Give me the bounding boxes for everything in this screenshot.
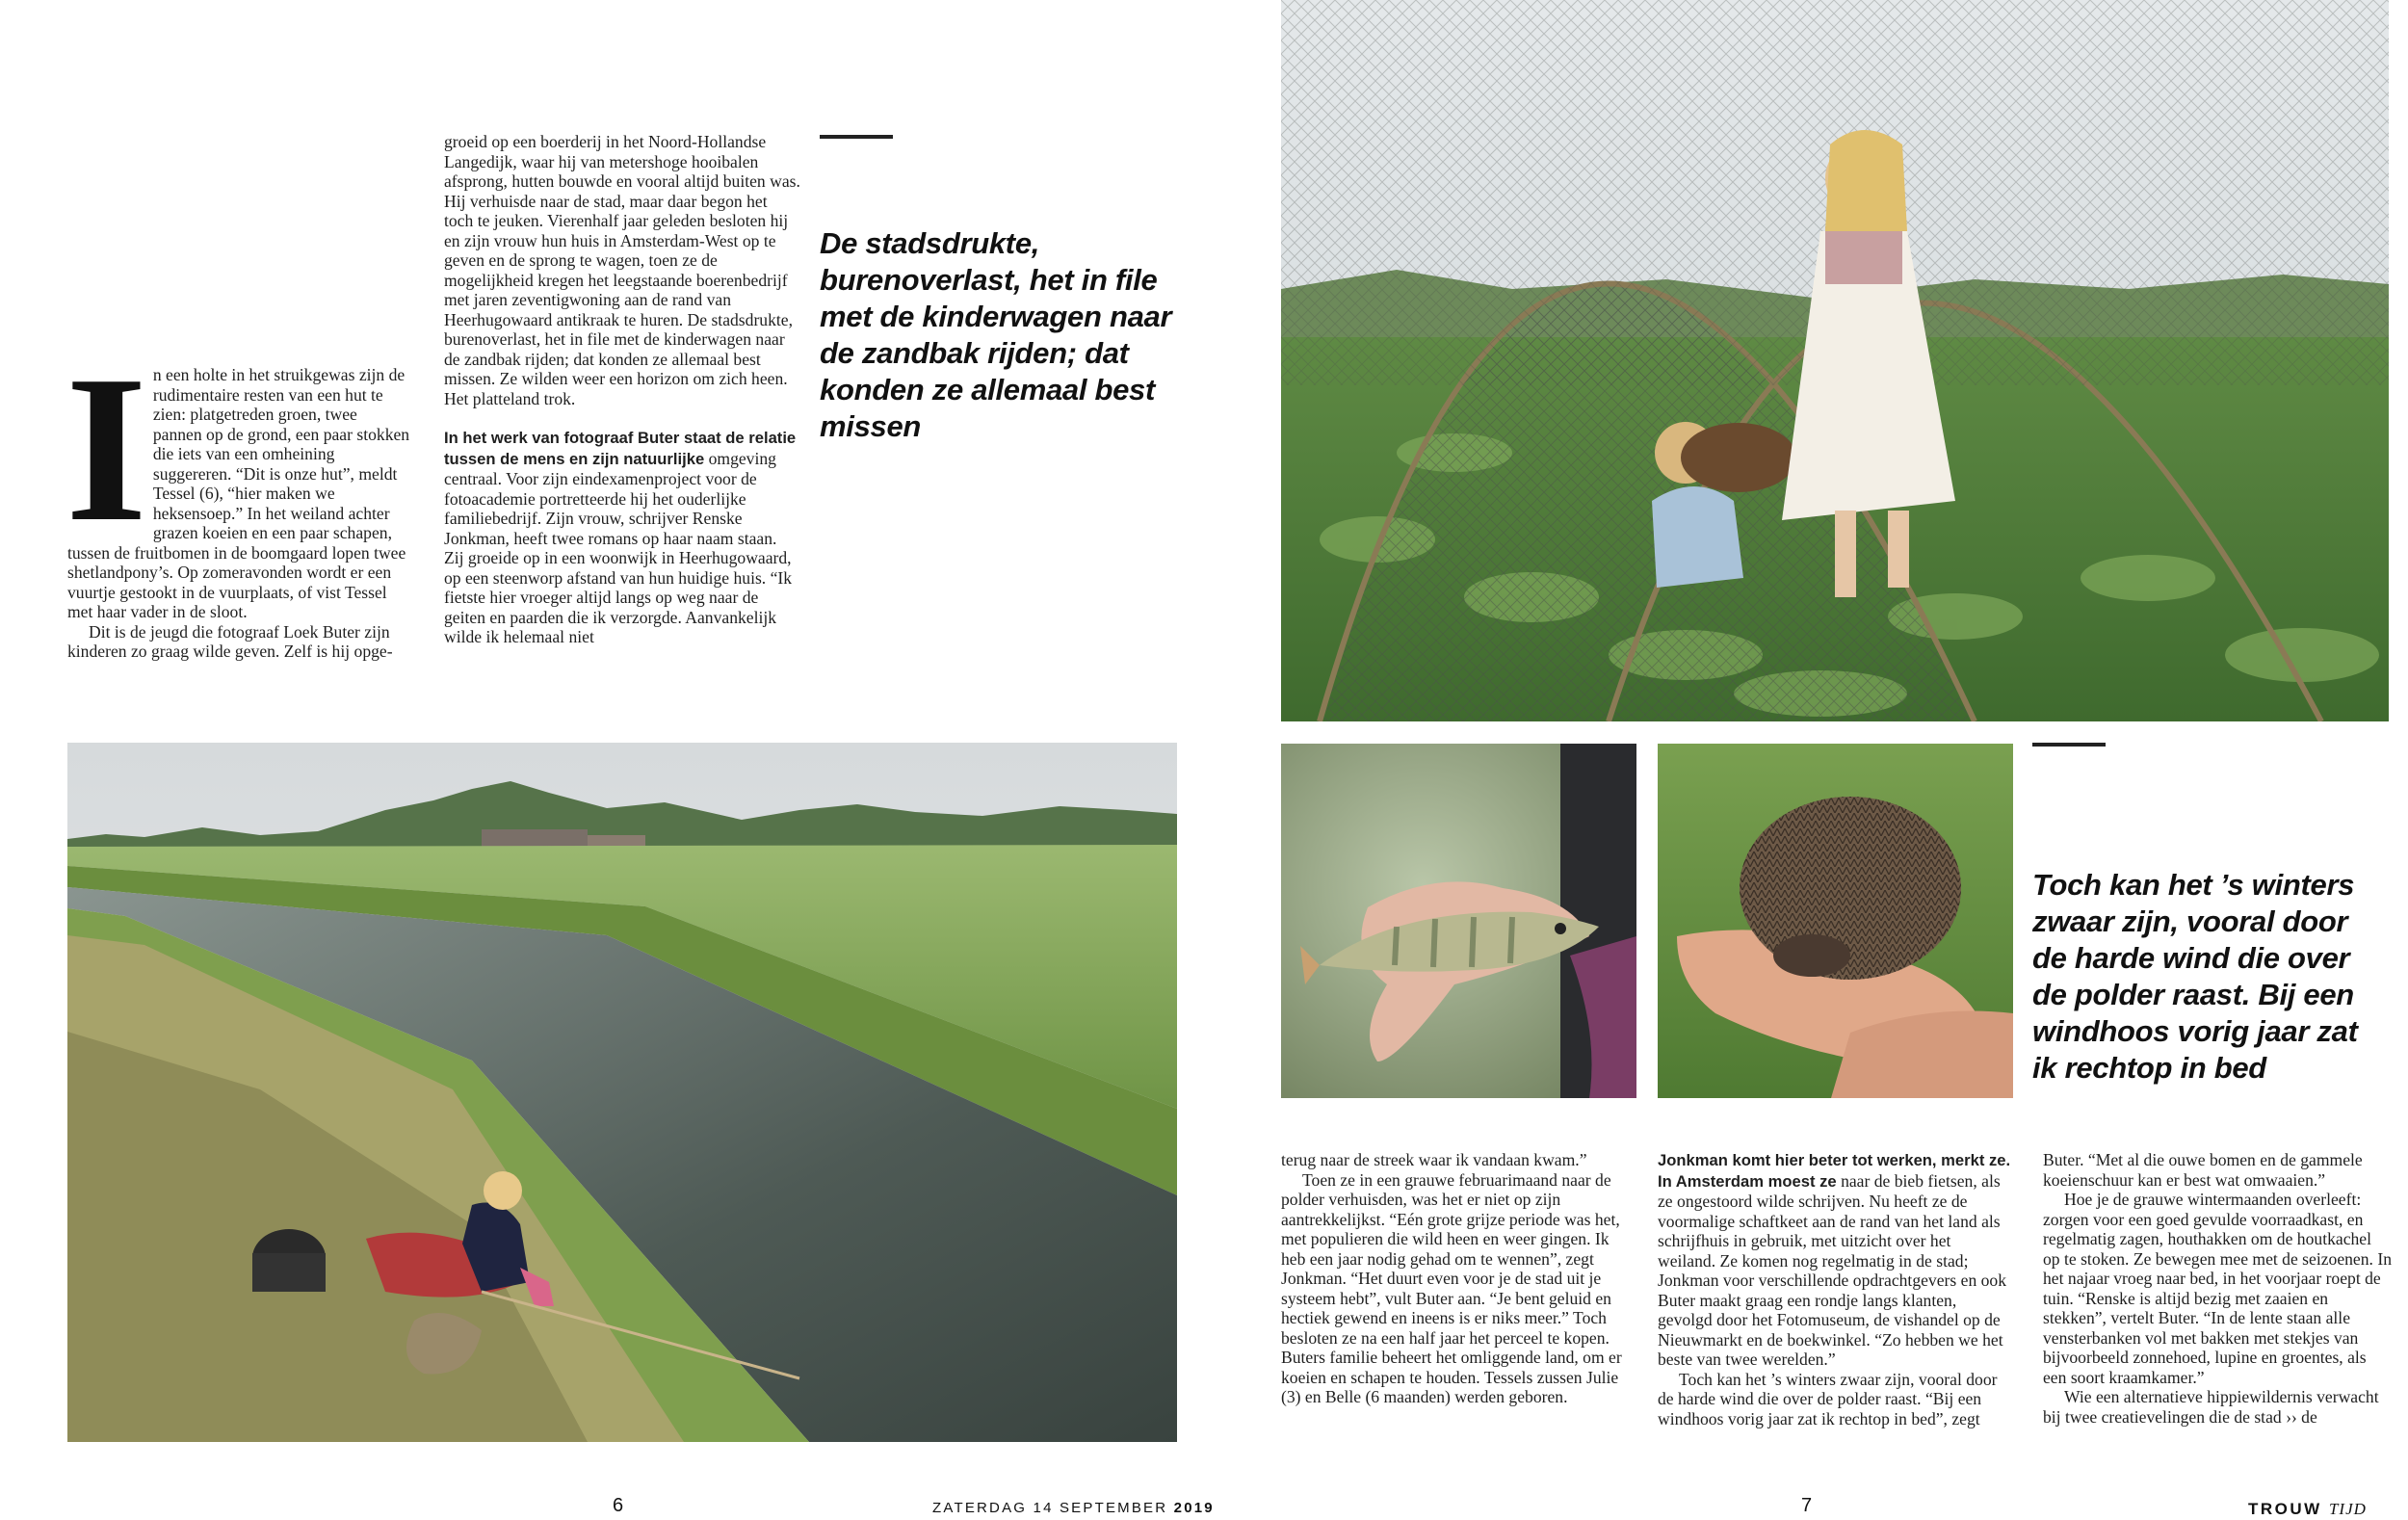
dateline — [932, 1500, 1215, 1516]
lead-in: In het werk van fotograaf Buter staat de relatie tussen de mens en zijn natuurlijke — [444, 429, 797, 468]
paragraph: Dit is de jeugd die fotograaf Loek Buter zijn kinderen zo graag wilde geven. Zelf is hij opge- — [67, 621, 393, 661]
right-column-3 — [2043, 1150, 2392, 1427]
page-number-right: 7 — [1801, 1495, 1813, 1516]
photo-fish-in-hand — [1281, 744, 1636, 1098]
drop-cap: I — [65, 333, 147, 565]
paragraph: Hoe je de grauwe wintermaanden overleeft: zorgen voor een goed gevulde voorraadkast, en regelmatig zagen, houthakken om de houtkachel op te stoken. Ze bewegen mee met de seizoenen. In het najaar vroeg naar bed, in het voorjaar roept de tuin. “Renske is altijd bezig met zaaien en stekken”, vertelt Buter. “In de lente staan alle vensterbanken vol met bakken met stekjes van bijvoorbeeld zonnehoed, lupine en groentes, als een soort kraamkamer.” — [2043, 1190, 2392, 1387]
paragraph: Buter. “Met al die ouwe bomen en de gammele koeienschuur kan er best wat omwaaien.” — [2043, 1150, 2363, 1190]
paragraph — [1658, 1150, 2012, 1370]
left-column-1 — [65, 333, 410, 662]
page-number-left: 6 — [613, 1495, 624, 1516]
photo-ditch-girl-fishing — [67, 743, 1177, 1442]
brand-logo — [2248, 1500, 2367, 1519]
quote-rule — [820, 135, 893, 139]
brand-name: TROUW — [2248, 1500, 2322, 1518]
paragraph: Toen ze in een grauwe februarimaand naar de polder verhuisden, was het er niet op zijn aantrekkelijkst. “Eén grote grijze periode was het, met populieren die wild heen en weer gingen. Ik heb een jaar nodig gehad om te wennen”, zegt Jonkman. “Het duurt even voor je de stad uit je systeem hebt”, vult Buter aan. “Je bent geluid en hectiek gewend en ineens is er niks meer.” Toch besloten ze na een half jaar het perceel te kopen. Buters familie beheert het omliggende land, om er koeien en schapen te houden. Tessels zussen Julie (3) en Belle (6 maanden) werden geboren. — [1281, 1169, 1622, 1406]
paragraph — [444, 428, 800, 647]
dateline-year: 2019 — [1173, 1500, 1215, 1516]
paragraph: Wie een alternatieve hippiewildernis verwacht bij twee creatievelingen die de stad ›› de — [2043, 1387, 2379, 1427]
pull-quote: De stadsdrukte, burenoverlast, het in file met de kinderwagen naar de zandbak rijden; dat konden ze allemaal best missen — [820, 226, 1172, 443]
paragraph-text: naar de bieb fietsen, als ze ongestoord wilde schrijven. Nu heeft ze de voormalige schaftkeet aan de rand van het land als schrijfhuis in gebruik, met uitzicht over het weiland. Ze komen nog regelmatig in de stad; Jonkman voor verschillende opdrachtgevers en ook Buter maakt graag een rondje langs klanten, gevolgd door het Fotomuseum, de vishandel op de Nieuwmarkt en de boekwinkel. “Zo hebben we het beste van twee werelden.” — [1658, 1170, 2007, 1369]
photo-hedgehog-in-hands — [1658, 744, 2013, 1098]
paragraph-text: omgeving centraal. Voor zijn eindexamenproject voor de fotoacademie portretteerde hij het ouderlijke familiebedrijf. Zijn vrouw, schrijver Renske Jonkman, heeft twee romans op haar naam staan. Zij groeide op in een woonwijk in Heerhugowaard, op een steenworp afstand van hun huidige huis. “Ik fietste hier vroeger altijd langs op weg naar de geiten en paarden die ik verzorgde. Aanvankelijk wilde ik helemaal niet — [444, 448, 793, 646]
photo-girls-garden-net — [1281, 0, 2389, 721]
paragraph: n een holte in het struikgewas zijn de rudimentaire resten van een hut te zien: platgetreden groen, twee pannen op de grond, een paar stokken die iets van een omheining suggereren. “Dit is onze hut”, meldt Tessel (6), “hier maken we heksensoep.” In het weiland achter grazen koeien en een paar schapen, tussen de fruitbomen in de boomgaard lopen twee shetlandpony’s. Op zomeravonden wordt er een vuurtje gestookt in de vuurplaats, of vist Tessel met haar vader in de sloot. — [67, 365, 410, 621]
pull-quote: Toch kan het ’s winters zwaar zijn, vooral door de harde wind die over de polder raast. Bij een windhoos vorig jaar zat ik rechtop in bed — [2032, 868, 2358, 1085]
quote-rule — [2032, 743, 2106, 747]
left-column-2 — [444, 132, 800, 647]
paragraph: groeid op een boerderij in het Noord-Hollandse Langedijk, waar hij van metershoge hooibalen afsprong, hutten bouwde en vooral altijd buiten was. Hij verhuisde naar de stad, maar daar begon het toch te jeuken. Vierenhalf jaar geleden besloten hij en zijn vrouw hun huis in Amsterdam-West op te geven en de sprong te wagen, toen ze de mogelijkheid kregen het leegstaande boerenbedrijf met jaren zeventigwoning aan de rand van Heerhugowaard antikraak te huren. De stadsdrukte, burenoverlast, het in file met de kinderwagen naar de zandbak rijden; dat konden ze allemaal best missen. Ze wilden weer een horizon om zich heen. Het platteland trok. — [444, 132, 800, 408]
paragraph: Toch kan het ’s winters zwaar zijn, vooral door de harde wind die over de polder raast. “Bij een windhoos vorig jaar zat ik rechtop in bed”, zegt — [1658, 1369, 1998, 1428]
paragraph: terug naar de streek waar ik vandaan kwam.” — [1281, 1150, 1587, 1169]
right-column-2 — [1658, 1150, 2012, 1428]
dateline-date: ZATERDAG 14 SEPTEMBER — [932, 1500, 1174, 1516]
brand-section: TIJD — [2328, 1500, 2367, 1518]
right-column-1 — [1281, 1150, 1632, 1407]
lead-in: Jonkman komt hier beter tot werken, merkt ze. In Amsterdam moest ze — [1658, 1151, 2011, 1191]
